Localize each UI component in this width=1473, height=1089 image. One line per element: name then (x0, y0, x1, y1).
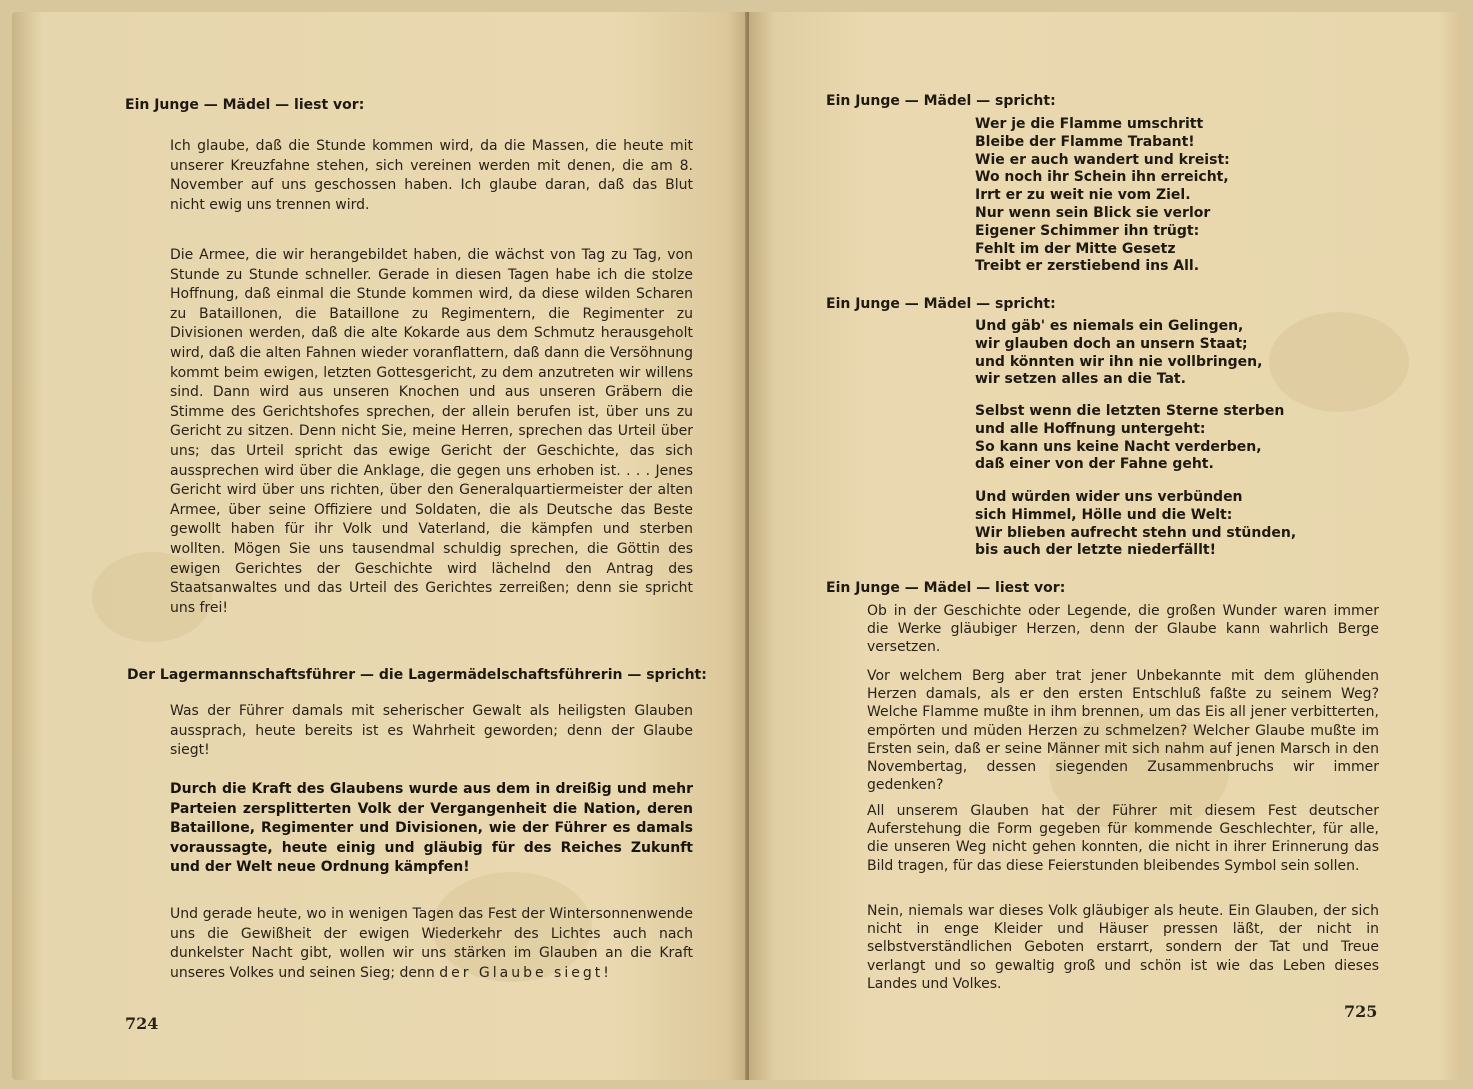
left-paragraph-5-text: Und gerade heute, wo in wenigen Tagen das Fest der Wintersonnenwende uns die Gewißheit der ewigen Wiederkehr des Lichtes auch nach dunkelster Nacht gibt, wollen wir uns stärken im Glauben an die Kraft unseres Volkes und seinen Sieg; denn (170, 906, 693, 981)
left-paragraph-2: Die Armee, die wir herangebildet haben, die wächst von Tag zu Tag, von Stunde zu Stunde schneller. Gerade in diesen Tagen habe ich die stolze Hoffnung, daß einmal die Stunde kommen wird, da diese wilden Scharen zu Bataillonen, die Bataillone zu Regimentern, die Regimenter zu Divisionen werden, daß die alte Kokarde aus dem Schmutz herausgeholt wird, daß die alten Fahnen wieder voranflattern, daß dann die Versöhnung kommt beim ewigen, letzten Gottesgericht, zu dem anzutreten wir willens sind. Dann wird aus unseren Knochen und aus unseren Gräbern die Stimme des Gerichtshofes sprechen, der allein berufen ist, über uns zu Gericht zu sitzen. Denn nicht Sie, meine Herren, sprechen das Urteil über uns; das Urteil spricht das ewige Gericht der Geschichte, das sich aussprechen wird über die Anklage, die gegen uns erhoben ist. . . . Jenes Gericht wird über uns richten, über den Generalquartiermeister der alten Armee, über seine Offiziere und Soldaten, die als Deutsche das Beste gewollt haben für ihr Volk und Vaterland, die kämpfen und sterben wollten. Mögen Sie uns tausendmal schuldig sprechen, die Göttin des ewigen Gerichtes der Geschichte wird lächelnd den Antrag des Staatsanwaltes und das Urteil des Gerichtes zerreißen; denn sie spricht uns frei! (170, 247, 693, 616)
left-paragraph-4: Durch die Kraft des Glaubens wurde aus dem in dreißig und mehr Parteien zersplitterten Volk der Vergangenheit die Nation, deren Bataillone, Regimenter und Divisionen, wie der Führer es damals voraussagte, heute einig und gläubig für des Reiches Zukunft und der Welt neue Ordnung kämpfen! (170, 781, 693, 875)
left-paragraph-3: Was der Führer damals mit seherischer Gewalt als heiligsten Glauben aussprach, heute bereits ist es Wahrheit geworden; denn der Glaube siegt! (170, 703, 693, 759)
left-paragraph-5 (170, 905, 693, 983)
right-paragraph-3: All unserem Glauben hat der Führer mit diesem Fest deutscher Auferstehung die Form gegeben für kommende Geschlechter, für alle, die unseren Weg nicht gehen konnten, die nicht in ihrer Erinnerung das Bild tragen, für das diese Feierstunden bleibendes Symbol sein sollen. (867, 803, 1379, 874)
left-paragraph-5-spaced: der Glaube siegt! (439, 964, 612, 981)
right-verse-2c: Und würden wider uns verbünden sich Himmel, Hölle und die Welt: Wir blieben aufrecht stehn und stünden, bis auch der letzte niederfällt! (975, 489, 1297, 559)
left-page-number: 724 (125, 1014, 159, 1033)
right-paragraph-4: Nein, niemals war dieses Volk gläubiger als heute. Ein Glauben, der sich nicht in enge Kleider und Häuser pressen läßt, der nicht in selbstverständlichen Geboten erstarrt, sondern der Tat und Treue verlangt und so gewaltig groß und schön ist wie das Leben dieses Landes und Volkes. (867, 903, 1379, 992)
right-verse-1: Wer je die Flamme umschritt Bleibe der Flamme Trabant! Wie er auch wandert und kreist: Wo noch ihr Schein ihn erreicht, Irrt er zu weit nie vom Ziel. Nur wenn sein Blick sie verlor Eigener Schimmer ihn trügt: Fehlt im der Mitte Gesetz Treibt er zerstiebend ins All. (975, 116, 1230, 275)
right-heading-3: Ein Junge — Mädel — liest vor: (826, 580, 1066, 596)
right-page-number: 725 (1344, 1002, 1378, 1021)
right-page (749, 12, 1461, 1080)
left-paragraph-1: Ich glaube, daß die Stunde kommen wird, da die Massen, die heute mit unserer Kreuzfahne stehen, sich vereinen werden mit denen, die am 8. November auf uns geschossen haben. Ich glaube daran, daß das Blut nicht ewig uns trennen wird. (170, 138, 693, 213)
right-heading-2: Ein Junge — Mädel — spricht: (826, 296, 1056, 312)
left-heading-2: Der Lagermannschaftsführer — die Lagermädelschaftsführerin — spricht: (127, 667, 707, 683)
right-paragraph-1: Ob in der Geschichte oder Legende, die großen Wunder waren immer die Werke gläubiger Herzen, denn der Glaube kann wahrlich Berge versetzen. (867, 603, 1379, 656)
right-heading-1: Ein Junge — Mädel — spricht: (826, 93, 1056, 109)
right-verse-2a: Und gäb' es niemals ein Gelingen, wir glauben doch an unsern Staat; und könnten wir ihn nie vollbringen, wir setzen alles an die Tat. (975, 318, 1263, 388)
right-paragraph-2: Vor welchem Berg aber trat jener Unbekannte mit dem glühenden Herzen damals, als er den ersten Entschluß faßte zu seinem Weg? Welche Flamme mußte in ihm brennen, um das Eis all jener verbitterten, empörten und müden Herzen zu schmelzen? Welcher Glaube mußte im Ersten sein, daß er seine Männer mit sich nahm auf jenen Marsch in den Novembertag, dessen siegenden Zusammenbruchs wir immer gedenken? (867, 668, 1379, 794)
right-verse-2b: Selbst wenn die letzten Sterne sterben und alle Hoffnung untergeht: So kann uns keine Nacht verderben, daß einer von der Fahne geht. (975, 403, 1285, 473)
left-heading-1: Ein Junge — Mädel — liest vor: (125, 97, 365, 113)
left-page (12, 12, 747, 1080)
